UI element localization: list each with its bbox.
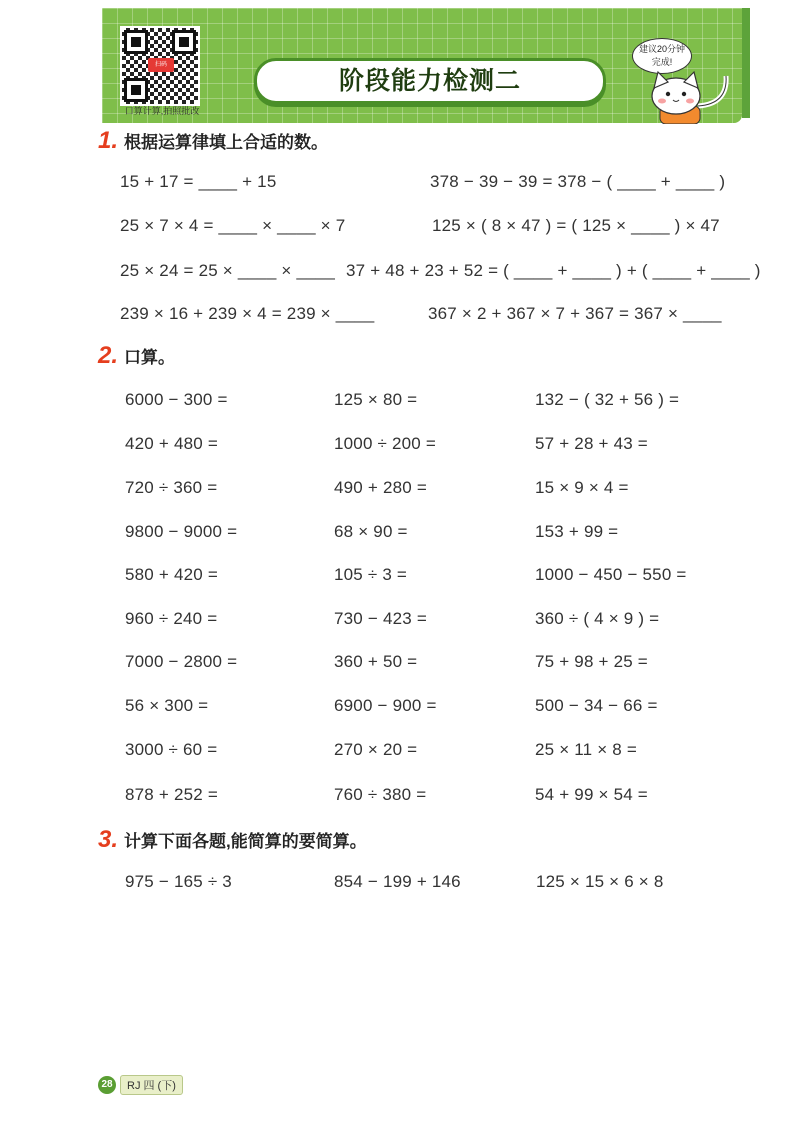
section-number: 3. bbox=[98, 826, 119, 853]
mental-math-item[interactable]: 960 ÷ 240 = bbox=[125, 609, 218, 628]
mental-math-item[interactable]: 580 + 420 = bbox=[125, 565, 218, 584]
mental-math-item[interactable]: 6000 − 300 = bbox=[125, 390, 228, 409]
mental-math-item[interactable]: 7000 − 2800 = bbox=[125, 652, 238, 671]
page-number: 28 bbox=[98, 1076, 116, 1094]
page-footer bbox=[98, 1076, 183, 1094]
mental-math-item[interactable]: 500 − 34 − 66 = bbox=[535, 696, 658, 715]
mental-math-item[interactable]: 730 − 423 = bbox=[334, 609, 427, 628]
qr-corner bbox=[124, 78, 148, 102]
section-title-text: 根据运算律填上合适的数。 bbox=[124, 133, 329, 152]
mental-math-item[interactable]: 1000 − 450 − 550 = bbox=[535, 565, 687, 584]
mental-math-item[interactable]: 720 ÷ 360 = bbox=[125, 478, 218, 497]
mental-math-item[interactable]: 490 + 280 = bbox=[334, 478, 427, 497]
mental-math-item[interactable]: 56 × 300 = bbox=[125, 696, 209, 715]
section-3-title bbox=[98, 826, 367, 854]
mental-math-item[interactable]: 1000 ÷ 200 = bbox=[334, 434, 437, 453]
fill-in-problem[interactable]: 125 × ( 8 × 47 ) = ( 125 × ____ ) × 47 bbox=[432, 216, 720, 235]
calculation-item[interactable]: 975 − 165 ÷ 3 bbox=[125, 872, 232, 891]
mental-math-item[interactable]: 54 + 99 × 54 = bbox=[535, 785, 648, 804]
mental-math-item[interactable]: 132 − ( 32 + 56 ) = bbox=[535, 390, 680, 409]
qr-code-icon[interactable] bbox=[120, 26, 200, 106]
mental-math-item[interactable]: 878 + 252 = bbox=[125, 785, 218, 804]
qr-corner bbox=[124, 30, 148, 54]
qr-corner bbox=[172, 30, 196, 54]
mental-math-item[interactable]: 153 + 99 = bbox=[535, 522, 619, 541]
mental-math-item[interactable]: 75 + 98 + 25 = bbox=[535, 652, 648, 671]
fill-in-problem[interactable]: 37 + 48 + 23 + 52 = ( ____ + ____ ) + ( ____ + ____ ) bbox=[346, 261, 761, 280]
section-number: 2. bbox=[98, 342, 119, 369]
section-title-text: 计算下面各题,能简算的要简算。 bbox=[124, 832, 367, 851]
edition-tag: RJ 四 (下) bbox=[120, 1075, 183, 1095]
mental-math-item[interactable]: 270 × 20 = bbox=[334, 740, 418, 759]
fill-in-problem[interactable]: 239 × 16 + 239 × 4 = 239 × ____ bbox=[120, 304, 375, 323]
mental-math-item[interactable]: 420 + 480 = bbox=[125, 434, 218, 453]
fill-in-problem[interactable]: 25 × 24 = 25 × ____ × ____ bbox=[120, 261, 336, 280]
qr-logo: 扫码 bbox=[148, 58, 174, 72]
mental-math-item[interactable]: 360 + 50 = bbox=[334, 652, 418, 671]
mental-math-item[interactable]: 9800 − 9000 = bbox=[125, 522, 238, 541]
mental-math-item[interactable]: 105 ÷ 3 = bbox=[334, 565, 408, 584]
mental-math-item[interactable]: 360 ÷ ( 4 × 9 ) = bbox=[535, 609, 660, 628]
bubble-line: 完成! bbox=[651, 57, 673, 67]
section-1-title bbox=[98, 127, 328, 155]
header-edge-strip bbox=[742, 8, 750, 118]
fill-in-problem[interactable]: 15 + 17 = ____ + 15 bbox=[120, 172, 277, 191]
qr-caption: 口算计算,拍照批改 bbox=[124, 106, 200, 116]
mental-math-item[interactable]: 3000 ÷ 60 = bbox=[125, 740, 218, 759]
section-2-title bbox=[98, 342, 175, 370]
cat-mascot-icon bbox=[638, 66, 738, 124]
section-title-text: 口算。 bbox=[124, 348, 176, 367]
section-number: 1. bbox=[98, 127, 119, 154]
bubble-line: 建议20分钟 bbox=[638, 44, 685, 54]
mental-math-item[interactable]: 25 × 11 × 8 = bbox=[535, 740, 638, 759]
fill-in-problem[interactable]: 25 × 7 × 4 = ____ × ____ × 7 bbox=[120, 216, 346, 235]
page-title: 阶段能力检测二 bbox=[254, 58, 606, 104]
mental-math-item[interactable]: 125 × 80 = bbox=[334, 390, 418, 409]
calculation-item[interactable]: 854 − 199 + 146 bbox=[334, 872, 461, 891]
fill-in-problem[interactable]: 367 × 2 + 367 × 7 + 367 = 367 × ____ bbox=[428, 304, 722, 323]
mental-math-item[interactable]: 57 + 28 + 43 = bbox=[535, 434, 648, 453]
mental-math-item[interactable]: 15 × 9 × 4 = bbox=[535, 478, 629, 497]
mental-math-item[interactable]: 68 × 90 = bbox=[334, 522, 408, 541]
calculation-item[interactable]: 125 × 15 × 6 × 8 bbox=[536, 872, 664, 891]
fill-in-problem[interactable]: 378 − 39 − 39 = 378 − ( ____ + ____ ) bbox=[430, 172, 726, 191]
mental-math-item[interactable]: 760 ÷ 380 = bbox=[334, 785, 427, 804]
mental-math-item[interactable]: 6900 − 900 = bbox=[334, 696, 437, 715]
